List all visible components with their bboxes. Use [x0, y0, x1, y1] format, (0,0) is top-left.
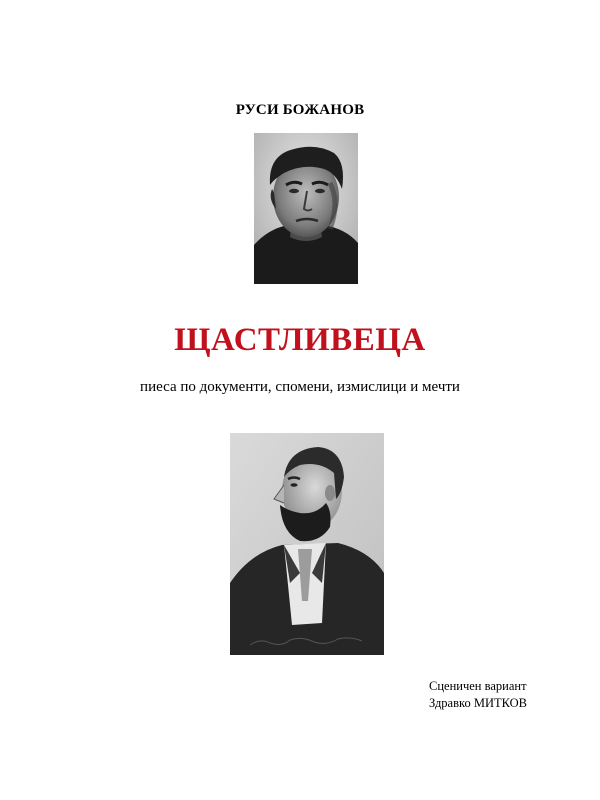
credits-line-2: Здравко МИТКОВ — [429, 696, 527, 710]
credits-line-1: Сценичен вариант — [429, 679, 527, 693]
play-title: ЩАСТЛИВЕЦА — [174, 322, 426, 358]
play-subtitle: пиеса по документи, спомени, измислици и мечти — [140, 379, 460, 395]
historical-portrait-photo — [230, 433, 384, 655]
author-name: РУСИ БОЖАНОВ — [235, 102, 365, 118]
author-portrait-photo — [254, 133, 358, 284]
credits-block — [429, 678, 527, 712]
